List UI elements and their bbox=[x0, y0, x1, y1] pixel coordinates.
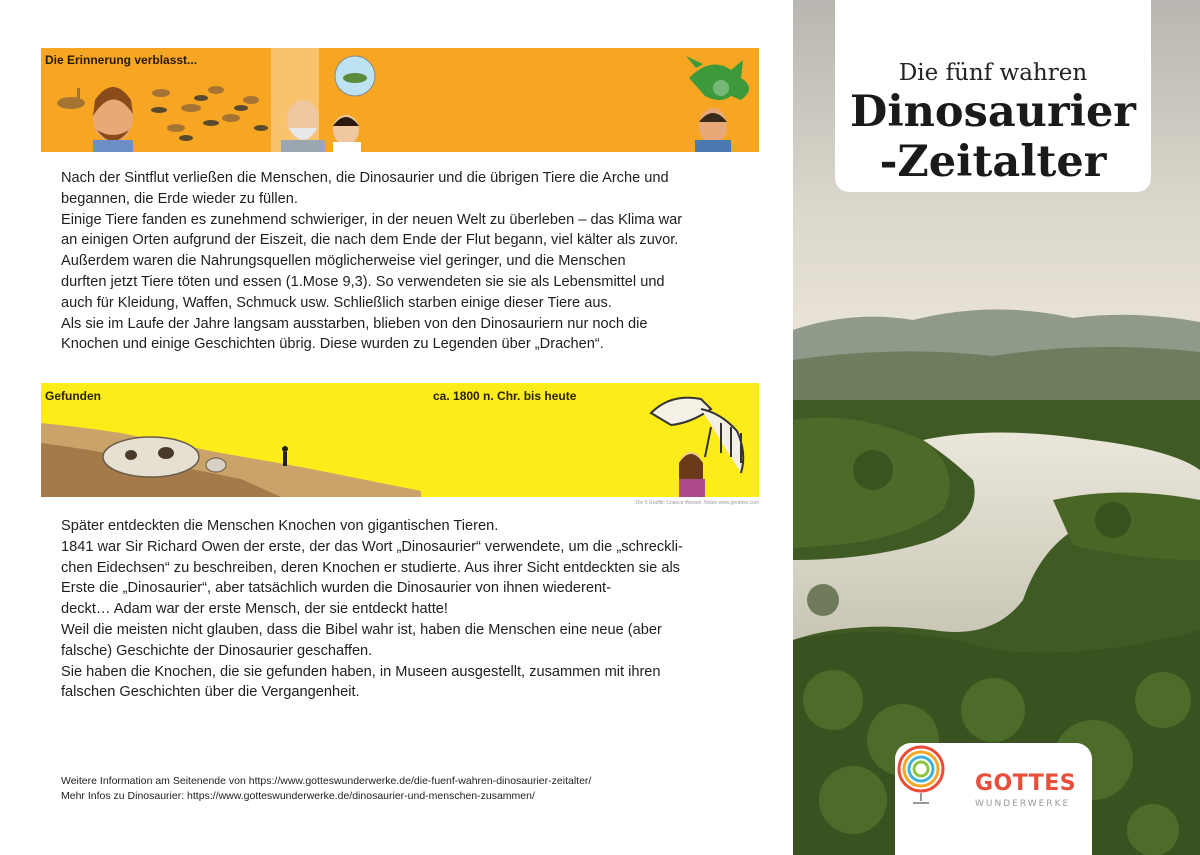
text-line: Außerdem waren die Nahrungsquellen möglicherweise viel geringer, und die Menschen bbox=[61, 253, 626, 270]
text-line: Sie haben die Knochen, die sie gefunden haben, in Museen ausgestellt, zusammen mit ihren bbox=[61, 663, 661, 680]
text-line: Erste die „Dinosaurier“, aber tatsächlich wurden die Dinosaurier von ihnen wiederent- bbox=[61, 580, 611, 597]
title-line-2: Dinosaurier bbox=[850, 87, 1136, 137]
text-line: Knochen und einige Geschichten übrig. Diese wurden zu Legenden über „Drachen“. bbox=[61, 336, 604, 353]
text-line: chen Eidechsen“ zu beschreiben, deren Knochen er studierte. Aus ihrer Sicht entdeckten sie als bbox=[61, 559, 680, 576]
text-line: falsche) Geschichte der Dinosaurier geschaffen. bbox=[61, 642, 373, 659]
title-box bbox=[835, 0, 1151, 192]
banner-found bbox=[41, 383, 759, 497]
title-line-3: -Zeitalter bbox=[879, 137, 1107, 187]
footer-link-dinosaurs[interactable]: Mehr Infos zu Dinosaurier: https://www.gotteswunderwerke.de/dinosaurier-und-menschen-zusammen/ bbox=[61, 790, 535, 802]
text-line: Als sie im Laufe der Jahre langsam ausstarben, blieben von den Dinosauriern nur noch die bbox=[61, 315, 648, 332]
banner-found-label: Gefunden bbox=[45, 389, 101, 403]
footer-link-more-info[interactable]: Weitere Information am Seitenende von https://www.gotteswunderwerke.de/die-fuenf-wahren-dinosaurier-zeitalter/ bbox=[61, 775, 592, 787]
text-line: falschen Geschichten über die Vergangenheit. bbox=[61, 684, 360, 701]
text-line: Nach der Sintflut verließen die Menschen, die Dinosaurier und die übrigen Tiere die Arche und bbox=[61, 170, 669, 186]
paragraph-discovery bbox=[61, 516, 751, 703]
text-line: an einigen Orten aufgrund der Eiszeit, die nach dem Ende der Flut begann, viel kälter als zuvor. bbox=[61, 232, 679, 249]
logo-globe-icon bbox=[895, 743, 951, 807]
text-line: Weil die meisten nicht glauben, dass die Bibel wahr ist, haben die Menschen eine neue (aber bbox=[61, 621, 662, 638]
logo-box bbox=[895, 743, 1092, 855]
illustration-credit: Die 5 Graffiti: Criance Wessel. Notes www.greative.com bbox=[635, 500, 759, 506]
paragraph-after-flood bbox=[61, 168, 751, 355]
text-line: Einige Tiere fanden es zunehmend schwieriger, in der neuen Welt zu überleben – das Klima war bbox=[61, 211, 683, 228]
banner-memory-fades bbox=[41, 48, 759, 152]
banner-found-illustration bbox=[41, 383, 759, 497]
text-line: begannen, die Erde wieder zu füllen. bbox=[61, 190, 298, 207]
banner-found-date: ca. 1800 n. Chr. bis heute bbox=[433, 389, 577, 403]
logo-subtitle: WUNDERWERKE bbox=[975, 799, 1071, 809]
text-line: 1841 war Sir Richard Owen der erste, der das Wort „Dinosaurier“ verwendete, um die „schreckli- bbox=[61, 538, 683, 555]
text-line: Später entdeckten die Menschen Knochen von gigantischen Tieren. bbox=[61, 518, 499, 534]
banner-memory-label: Die Erinnerung verblasst... bbox=[45, 53, 198, 67]
text-line: durften jetzt Tiere töten und essen (1.Mose 9,3). So verwendeten sie sie als Lebensmittel und bbox=[61, 273, 665, 290]
text-line: deckt… Adam war der erste Mensch, der sie entdeckt hatte! bbox=[61, 601, 448, 618]
title-line-1: Die fünf wahren bbox=[898, 60, 1088, 86]
text-line: auch für Kleidung, Waffen, Schmuck usw. Schließlich starben einige dieser Tiere aus. bbox=[61, 294, 612, 311]
logo-name: GOTTES bbox=[975, 771, 1077, 796]
footer-links bbox=[61, 774, 591, 804]
cover-panel bbox=[793, 0, 1200, 855]
